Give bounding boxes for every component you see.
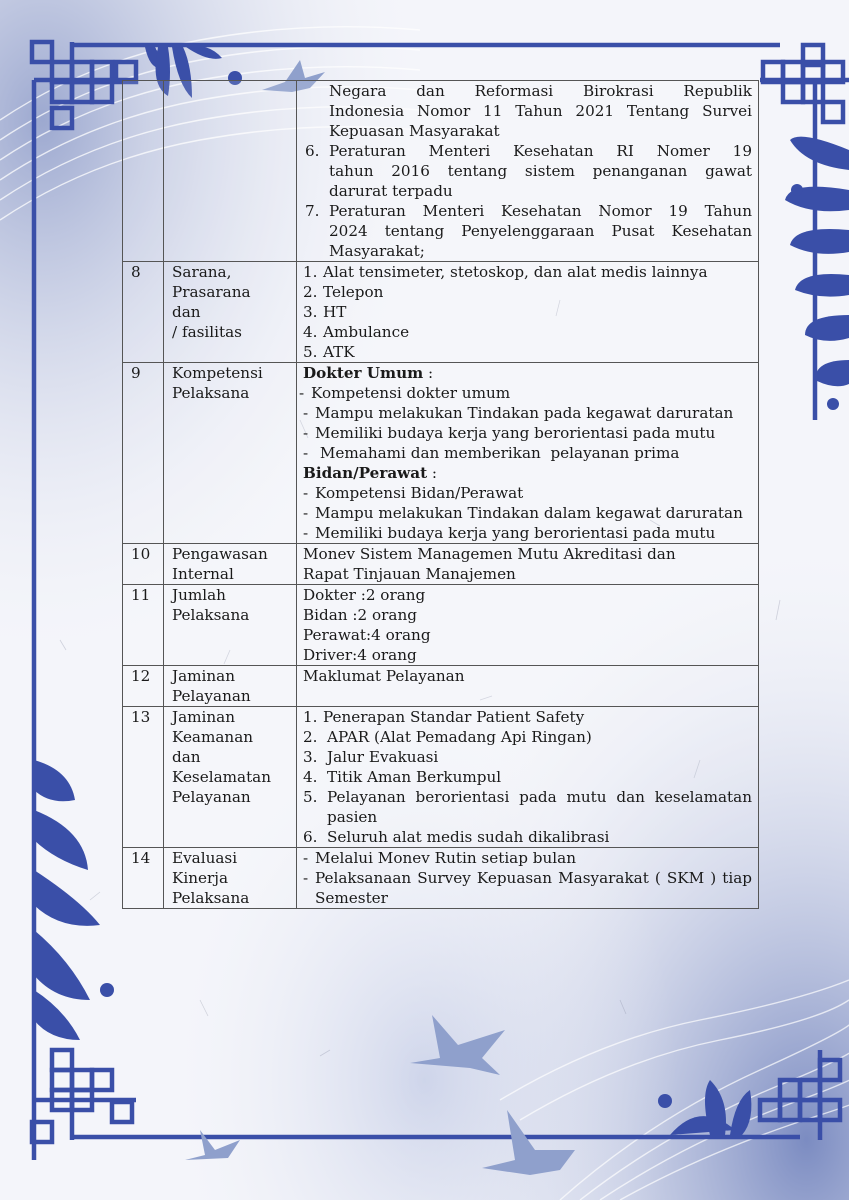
row-content	[297, 262, 759, 363]
bullet-item: - Melalui Monev Rutin setiap bulan	[303, 848, 752, 868]
item-number: 1.	[303, 708, 318, 726]
label-line: Pelaksana	[172, 384, 250, 402]
content-line: Maklumat Pelayanan	[303, 667, 465, 685]
content-line: Monev Sistem Managemen Mutu Akreditasi dan	[303, 545, 676, 563]
list-item	[303, 707, 752, 727]
list-item	[303, 747, 752, 767]
label-line: Keamanan	[172, 728, 254, 746]
row-label	[164, 262, 297, 363]
content-line: Perawat:4 orang	[303, 626, 431, 644]
bullet-item: - Memiliki budaya kerja yang berorientasi pada mutu	[303, 523, 752, 543]
row-label	[164, 848, 297, 909]
continued-line: Indonesia Nomor 11 Tahun 2021 Tentang Survei	[329, 102, 752, 120]
group-heading	[303, 463, 752, 483]
label-line: Jumlah	[172, 586, 226, 604]
item-number: 7.	[305, 202, 320, 220]
row-number: 9	[123, 363, 164, 544]
row-content	[297, 848, 759, 909]
row-content	[297, 544, 759, 585]
bullet-item: - Memiliki budaya kerja yang berorientasi pada mutu	[303, 423, 752, 443]
bullet-text: Pelaksanaan Survey Kepuasan Masyarakat ( SKM ) tiap Semester	[315, 869, 752, 907]
row-number: 8	[123, 262, 164, 363]
row-number: 12	[123, 666, 164, 707]
row-label	[164, 363, 297, 544]
item-line: Peraturan Menteri Kesehatan Nomor 19 Tahun	[329, 202, 752, 220]
item-number: 2.	[303, 728, 318, 746]
item-text: APAR (Alat Pemadang Api Ringan)	[327, 728, 592, 746]
service-standard-table	[122, 80, 759, 909]
heading-suffix: :	[423, 364, 434, 382]
row-content	[297, 707, 759, 848]
item-text: Alat tensimeter, stetoskop, dan alat medis lainnya	[323, 263, 708, 281]
label-line: Prasarana	[172, 283, 251, 301]
table-row-14	[123, 848, 759, 909]
label-line: Pengawasan	[172, 545, 268, 563]
item-number: 2.	[303, 283, 318, 301]
bullet-text: Memiliki budaya kerja yang berorientasi pada mutu	[315, 524, 716, 542]
bullet-text: Kompetensi Bidan/Perawat	[315, 484, 524, 502]
bullet-text: Memahami dan memberikan pelayanan prima	[315, 444, 680, 462]
item-line: Masyarakat;	[329, 242, 425, 260]
item-line: 2024 tentang Penyelenggaraan Pusat Kesehatan	[329, 222, 752, 240]
bullet-item: - Memahami dan memberikan pelayanan prima	[303, 443, 752, 463]
item-number: 5.	[303, 788, 318, 806]
item-number: 6.	[303, 828, 318, 846]
item-text: Seluruh alat medis sudah dikalibrasi	[327, 828, 610, 846]
item-number: 4.	[303, 323, 318, 341]
table-row-13	[123, 707, 759, 848]
label-line: Sarana,	[172, 263, 232, 281]
bullet-item: - Kompetensi dokter umum	[299, 383, 752, 403]
label-line: Pelayanan	[172, 687, 251, 705]
list-item	[305, 201, 752, 261]
heading-text: Dokter Umum	[303, 364, 424, 382]
item-text: Penerapan Standar Patient Safety	[323, 708, 585, 726]
item-number: 5.	[303, 343, 318, 361]
item-text: ATK	[323, 343, 355, 361]
row-content	[297, 363, 759, 544]
row-content	[297, 666, 759, 707]
row-label	[164, 544, 297, 585]
list-item	[303, 262, 752, 282]
list-item	[303, 322, 752, 342]
table-row-10	[123, 544, 759, 585]
heading-text: Bidan/Perawat	[303, 464, 428, 482]
continued-line: Kepuasan Masyarakat	[329, 122, 500, 140]
item-text: Jalur Evakuasi	[327, 748, 439, 766]
list-item	[305, 141, 752, 201]
bullet-item: - Pelaksanaan Survey Kepuasan Masyarakat ( SKM ) tiap Semester	[303, 869, 752, 907]
label-line: Kompetensi	[172, 364, 263, 382]
bullet-text: Melalui Monev Rutin setiap bulan	[315, 849, 576, 867]
label-line: Pelaksana	[172, 889, 250, 907]
bullet-text: Memiliki budaya kerja yang berorientasi pada mutu	[315, 424, 716, 442]
list-item	[303, 342, 752, 362]
row-number: 13	[123, 707, 164, 848]
row-number: 10	[123, 544, 164, 585]
list-item	[303, 727, 752, 747]
content-line: Driver:4 orang	[303, 646, 417, 664]
row-label	[164, 666, 297, 707]
item-number: 1.	[303, 263, 318, 281]
label-line: Jaminan	[172, 667, 236, 685]
label-line: / fasilitas	[172, 323, 242, 341]
bullet-text: Kompetensi dokter umum	[311, 384, 511, 402]
item-text: Ambulance	[323, 323, 410, 341]
bullet-text: Mampu melakukan Tindakan dalam kegawat daruratan	[315, 504, 743, 522]
row-content	[297, 585, 759, 666]
row-number: 14	[123, 848, 164, 909]
list-item	[303, 827, 752, 847]
bullet-item: - Mampu melakukan Tindakan pada kegawat daruratan	[303, 403, 752, 423]
label-line: dan	[172, 748, 201, 766]
continued-line: Negara dan Reformasi Birokrasi Republik	[329, 82, 752, 100]
row-content	[297, 81, 759, 262]
table-row-9	[123, 363, 759, 544]
list-item	[303, 302, 752, 322]
bullet-text: Mampu melakukan Tindakan pada kegawat daruratan	[315, 404, 734, 422]
row-label	[164, 585, 297, 666]
row-number	[123, 81, 164, 262]
item-text: Titik Aman Berkumpul	[327, 768, 502, 786]
label-line: Kinerja	[172, 869, 228, 887]
item-line: Peraturan Menteri Kesehatan RI Nomer 19	[329, 142, 752, 160]
group-heading	[303, 363, 752, 383]
item-text: Telepon	[323, 283, 384, 301]
content-line: Rapat Tinjauan Manajemen	[303, 565, 516, 583]
bullet-item: - Mampu melakukan Tindakan dalam kegawat daruratan	[303, 503, 752, 523]
item-line: darurat terpadu	[329, 182, 453, 200]
bullet-item: - Kompetensi Bidan/Perawat	[303, 483, 752, 503]
table-row-continuation	[123, 81, 759, 262]
label-line: dan	[172, 303, 201, 321]
label-line: Jaminan	[172, 708, 236, 726]
label-line: Internal	[172, 565, 234, 583]
content-line: Bidan :2 orang	[303, 606, 417, 624]
item-line: tahun 2016 tentang sistem penanganan gawat	[329, 162, 752, 180]
label-line: Pelayanan	[172, 788, 251, 806]
label-line: Evaluasi	[172, 849, 238, 867]
item-number: 3.	[303, 303, 318, 321]
item-number: 6.	[305, 142, 320, 160]
item-text: HT	[323, 303, 347, 321]
row-label	[164, 707, 297, 848]
table-row-12	[123, 666, 759, 707]
content-line: Dokter :2 orang	[303, 586, 426, 604]
item-number: 3.	[303, 748, 318, 766]
item-text: Pelayanan berorientasi pada mutu dan keselamatan pasien	[327, 788, 752, 826]
row-number: 11	[123, 585, 164, 666]
table-row-11	[123, 585, 759, 666]
label-line: Pelaksana	[172, 606, 250, 624]
list-item	[303, 767, 752, 787]
table-row-8	[123, 262, 759, 363]
item-number: 4.	[303, 768, 318, 786]
heading-suffix: :	[427, 464, 438, 482]
row-label	[164, 81, 297, 262]
list-item	[303, 282, 752, 302]
label-line: Keselamatan	[172, 768, 272, 786]
list-item	[303, 787, 752, 827]
